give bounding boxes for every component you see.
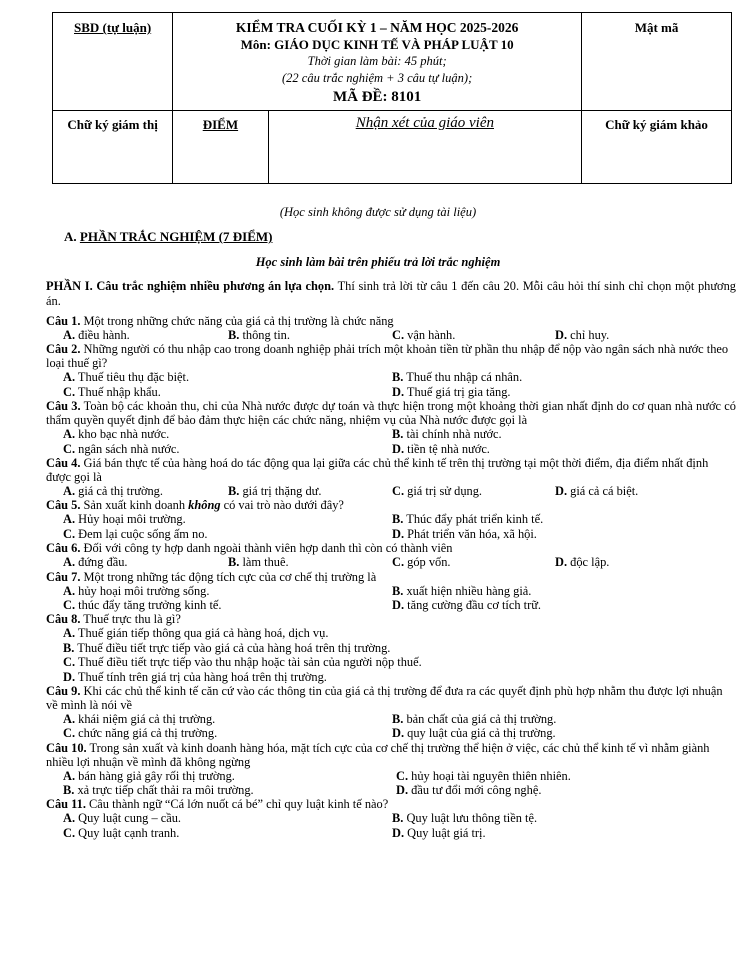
no-materials-note: (Học sinh không được sử dụng tài liệu) (279, 205, 477, 219)
options-row (46, 584, 736, 598)
question-number: Câu 7. (46, 569, 81, 584)
options-row (46, 769, 736, 783)
option-c: C. chức năng giá cả thị trường. (63, 726, 218, 741)
question-number: Câu 2. (46, 342, 81, 357)
option-a: A. Thuế tiêu thụ đặc biệt. (63, 370, 190, 385)
question-4 (46, 456, 736, 484)
time-limit: Thời gian làm bài: 45 phút; (307, 54, 447, 68)
question-list (46, 314, 736, 840)
option-b: B. bản chất của giá cả thị trường. (392, 711, 557, 726)
option-a: A. điều hành. (63, 328, 130, 342)
option-a: A. khái niệm giá cả thị trường. (63, 711, 216, 726)
question-7 (46, 570, 736, 584)
options-row (46, 385, 736, 399)
options-row (46, 527, 736, 541)
options-row (46, 712, 736, 726)
option-a: A. hủy hoại môi trường sống. (63, 583, 210, 598)
question-text: Những người có thu nhập cao trong doanh nghiệp phải trích một khoản tiền từ phần thu nhập để nộp vào ngân sách nhà nước theo loại thuế gì? (46, 342, 729, 371)
option-b: B. làm thuê. (228, 555, 289, 570)
option-a: A. kho bạc nhà nước. (63, 427, 170, 442)
option-d: D. chỉ huy. (555, 328, 610, 342)
option-c: C. hủy hoại tài nguyên thiên nhiên. (396, 768, 571, 783)
question-10 (46, 741, 736, 769)
question-count: (22 câu trắc nghiệm + 3 câu tự luận); (282, 71, 473, 85)
question-number: Câu 10. (46, 740, 87, 755)
emphasis-keyword: không (188, 498, 221, 513)
question-number: Câu 3. (46, 399, 81, 414)
options-row (46, 726, 736, 740)
option-d: D. tiền tệ nhà nước. (392, 441, 490, 456)
options-row (46, 442, 736, 456)
question-2 (46, 342, 736, 370)
exam-header-table (52, 12, 732, 184)
option-d: D. Thuế tính trên giá trị của hàng hoá trên thị trường. (63, 669, 327, 684)
option-b: B. Thuế thu nhập cá nhân. (392, 370, 523, 385)
question-11 (46, 797, 736, 811)
question-text: Giá bán thực tế của hàng hoá do tác động qua lại giữa các chủ thể kinh tế trên thị trường tại một thời điểm, địa điểm nhất định được gọi là (46, 455, 709, 484)
examiner-sign-label: Chữ ký giám khảo (605, 117, 708, 132)
question-number: Câu 6. (46, 541, 81, 556)
teacher-comment-label: Nhận xét của giáo viên (355, 115, 494, 131)
question-text: Khi các chủ thể kinh tế căn cứ vào các thông tin của giá cả thị trường để đưa ra các quyết định phù hợp nhằm thu được lợi nhuận về mình là nói về (46, 683, 723, 712)
options-row (46, 826, 736, 840)
options-row (46, 811, 736, 825)
option-d: D. quy luật của giá cả thị trường. (392, 726, 556, 741)
question-8 (46, 612, 736, 626)
secret-code-cell (582, 13, 732, 111)
option-c: C. Thuế điều tiết trực tiếp vào thu nhập hoặc tài sản của người nộp thuế. (63, 655, 422, 670)
examiner-sign-cell (582, 111, 732, 184)
option-a: A. Thuế gián tiếp thông qua giá cả hàng hoá, dịch vụ. (63, 626, 329, 641)
option-d: D. giá cả cá biệt. (555, 483, 639, 498)
score-label: ĐIỂM (202, 117, 239, 132)
options-row (46, 598, 736, 612)
question-text: Toàn bộ các khoản thu, chi của Nhà nước được dự toán và thực hiện trong một khoảng thời gian nhất định do cơ quan nhà nước có thẩm quyền quyết định để bảo đảm thực hiện các chức năng, nhiệm vụ của Nhà nước được gọi là (46, 399, 736, 428)
question-number: Câu 1. (46, 314, 81, 328)
part1-instruction (46, 279, 736, 309)
option-a: A. Quy luật cung – cầu. (63, 811, 182, 826)
options-row (46, 328, 736, 342)
option-a: A. Hủy hoại môi trường. (63, 512, 186, 527)
question-text: Một trong những chức năng của giá cả thị trường là chức năng (80, 314, 394, 328)
option-c: C. thúc đẩy tăng trưởng kinh tế. (63, 597, 222, 612)
score-cell (173, 111, 268, 184)
options-row (46, 370, 736, 384)
option-c: C. giá trị sử dụng. (392, 483, 483, 498)
option-c: C. vận hành. (392, 328, 456, 342)
part1-text: Thí sinh trả lời từ câu 1 đến câu 20. Mỗi câu hỏi thí sinh chỉ chọn một phương án. (46, 279, 736, 308)
option-d: D. đầu tư đổi mới công nghệ. (396, 783, 542, 798)
question-text: Một trong những tác động tích cực của cơ chế thị trường là (80, 569, 377, 584)
question-number: Câu 5. (46, 498, 81, 513)
exam-info-cell (173, 13, 582, 111)
exam-code: MÃ ĐỀ: 8101 (332, 89, 422, 105)
section-a-heading (64, 229, 272, 245)
exam-title: KIỂM TRA CUỐI KỲ 1 – NĂM HỌC 2025-2026 (235, 20, 519, 35)
sbd-cell (53, 13, 173, 111)
options-row (46, 427, 736, 441)
option-d: D. Quy luật giá trị. (392, 825, 486, 840)
subject-title: Môn: GIÁO DỤC KINH TẾ VÀ PHÁP LUẬT 10 (240, 37, 514, 52)
option-d: D. Thuế giá trị gia tăng. (392, 384, 511, 399)
section-a-title: PHẦN TRẮC NGHIỆM (7 ĐIỂM) (79, 229, 273, 244)
answer-sheet-instruction: Học sinh làm bài trên phiếu trả lời trắc nghiệm (255, 255, 501, 269)
option-d: D. độc lập. (555, 555, 610, 570)
question-5: Câu 5. Sản xuất kinh doanh không có vai trò nào dưới đây? (46, 498, 344, 513)
option-c: C. ngân sách nhà nước. (63, 441, 180, 456)
option-b: B. xuất hiện nhiều hàng giả. (392, 583, 532, 598)
options-row (46, 783, 736, 797)
option-c: C. góp vốn. (392, 555, 451, 570)
option-b: B. xả trực tiếp chất thải ra môi trường. (63, 783, 254, 798)
option-b: B. giá trị thặng dư. (228, 483, 322, 498)
question-number: Câu 11. (46, 797, 86, 812)
part1-title: PHẦN I. Câu trắc nghiệm nhiều phương án lựa chọn. (46, 279, 335, 293)
invigilator-sign-label: Chữ ký giám thị (67, 117, 158, 132)
option-b: B. Quy luật lưu thông tiền tệ. (392, 811, 538, 826)
sbd-label: SBD (tự luận) (74, 20, 152, 35)
question-6 (46, 541, 736, 555)
option-a: A. giá cả thị trường. (63, 483, 163, 498)
option-b: B. Thúc đẩy phát triển kinh tế. (392, 512, 544, 527)
option-a: A. bán hàng giả gây rối thị trường. (63, 768, 235, 783)
invigilator-sign-cell (53, 111, 173, 184)
options-row (46, 555, 736, 569)
options-row (46, 484, 736, 498)
option-d: D. tăng cường đầu cơ tích trữ. (392, 597, 542, 612)
option-c: C. Quy luật cạnh tranh. (63, 825, 180, 840)
option-b: B. thông tin. (228, 328, 290, 342)
option-b: B. tài chính nhà nước. (392, 427, 502, 442)
section-a-prefix: A. (64, 229, 80, 244)
teacher-comment-cell (268, 111, 581, 184)
question-number: Câu 4. (46, 455, 81, 470)
option-d: D. Phát triển văn hóa, xã hội. (392, 526, 537, 541)
options-row (46, 512, 736, 526)
option-b: B. Thuế điều tiết trực tiếp vào giá cả của hàng hoá trên thị trường. (63, 640, 391, 655)
question-1 (46, 314, 736, 328)
option-c: C. Đem lại cuộc sống ấm no. (63, 526, 208, 541)
question-text: Câu thành ngữ “Cá lớn nuốt cá bé” chỉ quy luật kinh tế nào? (85, 797, 389, 812)
question-text: Thuế trực thu là gì? (80, 612, 181, 627)
option-a: A. đứng đầu. (63, 555, 128, 570)
option-c: C. Thuế nhập khẩu. (63, 384, 161, 399)
question-number: Câu 8. (46, 612, 81, 627)
question-text: Trong sản xuất và kinh doanh hàng hóa, mặt tích cực của cơ chế thị trường thể hiện ở việc, các chủ thể kinh tế vì nhằm giành nhiều lợi nhuận về mình đã không ngừng (46, 740, 710, 769)
secret-code-label: Mật mã (634, 20, 679, 35)
question-9 (46, 684, 736, 712)
question-text: Đối với công ty hợp danh ngoài thành viên hợp danh thì còn có thành viên (80, 541, 453, 556)
question-number: Câu 9. (46, 683, 81, 698)
question-3 (46, 399, 736, 427)
